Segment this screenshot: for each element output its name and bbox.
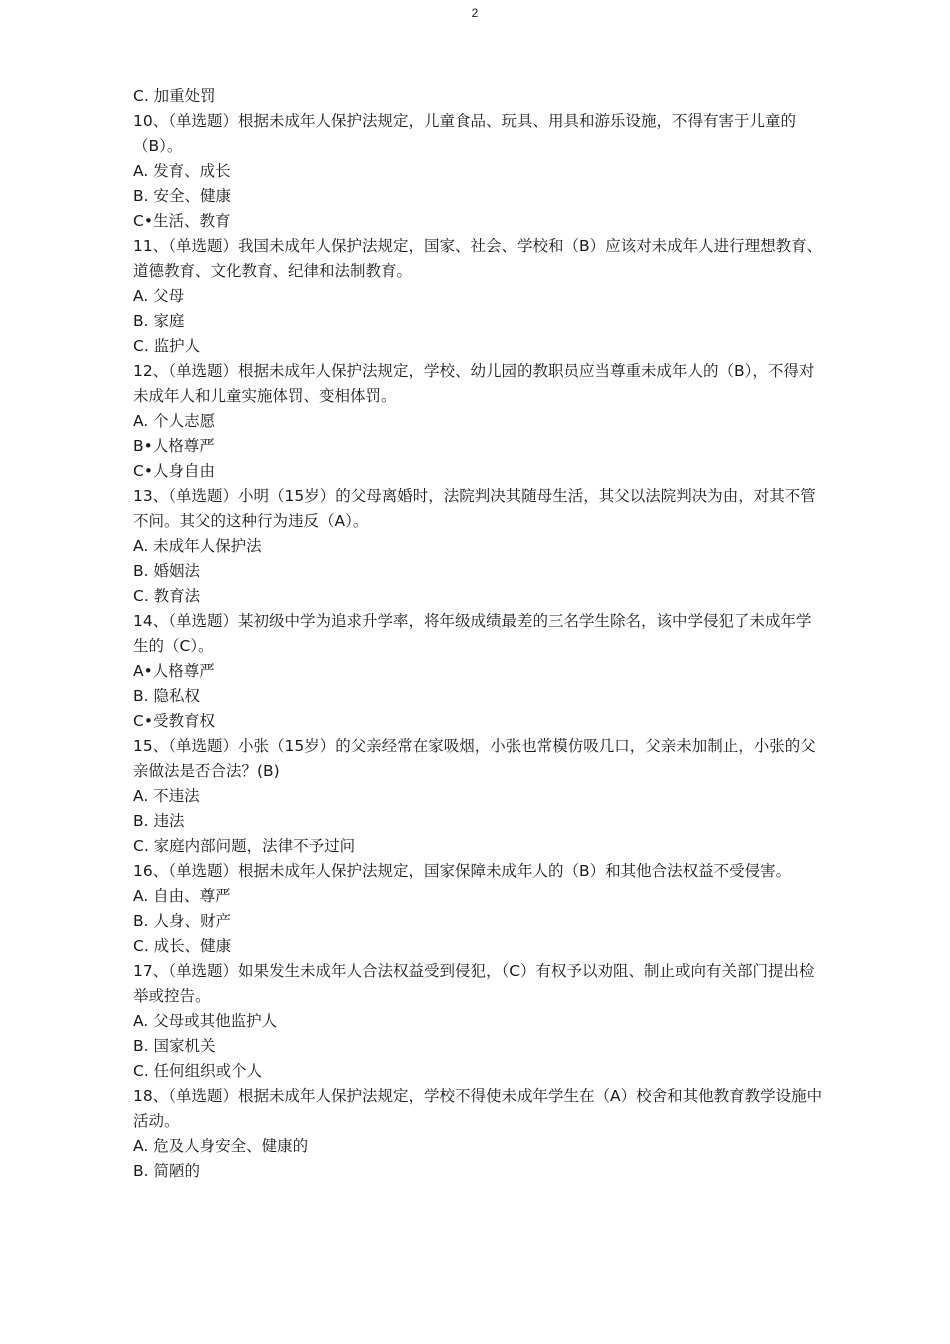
answer-option: A. 父母 xyxy=(133,287,185,305)
question-text: 12、（单选题）根据未成年人保护法规定，学校、幼儿园的教职员应当尊重未成年人的（B），不得对未成年人和儿童实施体罚、变相体罚。 xyxy=(133,362,815,405)
answer-option: C. 监护人 xyxy=(133,337,201,355)
question-text: 16、（单选题）根据未成年人保护法规定，国家保障未成年人的（B）和其他合法权益不受侵害。 xyxy=(133,862,792,880)
answer-option: C•人身自由 xyxy=(133,462,215,480)
answer-option: C•生活、教育 xyxy=(133,212,231,230)
document-body xyxy=(133,84,823,1184)
answer-option: B. 家庭 xyxy=(133,312,185,330)
answer-option: A. 危及人身安全、健康的 xyxy=(133,1137,309,1155)
answer-option: C. 加重处罚 xyxy=(133,87,216,105)
answer-option: B. 国家机关 xyxy=(133,1037,216,1055)
answer-option: A. 自由、尊严 xyxy=(133,887,231,905)
answer-option: A. 个人志愿 xyxy=(133,412,216,430)
question-text: 14、（单选题）某初级中学为追求升学率，将年级成绩最差的三名学生除名，该中学侵犯了未成年学生的（C）。 xyxy=(133,612,812,655)
answer-option: A•人格尊严 xyxy=(133,662,215,680)
question-text: 13、（单选题）小明（15岁）的父母离婚时，法院判决其随母生活，其父以法院判决为由，对其不管不问。其父的这种行为违反（A）。 xyxy=(133,487,816,530)
page-number: 2 xyxy=(471,6,479,20)
question-text: 10、（单选题）根据未成年人保护法规定，儿童食品、玩具、用具和游乐设施，不得有害于儿童的（B）。 xyxy=(133,112,796,155)
answer-option: B. 简陋的 xyxy=(133,1162,200,1180)
answer-option: B. 人身、财产 xyxy=(133,912,231,930)
answer-option: A. 父母或其他监护人 xyxy=(133,1012,278,1030)
answer-option: B. 隐私权 xyxy=(133,687,200,705)
answer-option: B. 婚姻法 xyxy=(133,562,200,580)
answer-option: C. 成长、健康 xyxy=(133,937,232,955)
question-text: 11、（单选题）我国未成年人保护法规定，国家、社会、学校和（B）应该对未成年人进行理想教育、道德教育、文化教育、纪律和法制教育。 xyxy=(133,237,823,280)
answer-option: B. 违法 xyxy=(133,812,185,830)
question-text: 17、（单选题）如果发生未成年人合法权益受到侵犯，（C）有权予以劝阻、制止或向有关部门提出检举或控告。 xyxy=(133,962,815,1005)
answer-option: B. 安全、健康 xyxy=(133,187,231,205)
answer-option: C. 任何组织或个人 xyxy=(133,1062,263,1080)
answer-option: C•受教育权 xyxy=(133,712,215,730)
answer-option: A. 发育、成长 xyxy=(133,162,231,180)
question-text: 15、（单选题）小张（15岁）的父亲经常在家吸烟，小张也常模仿吸几口，父亲未加制止，小张的父亲做法是否合法？(B) xyxy=(133,737,816,780)
question-text: 18、（单选题）根据未成年人保护法规定，学校不得使未成年学生在（A）校舍和其他教育教学设施中活动。 xyxy=(133,1087,823,1130)
answer-option: A. 未成年人保护法 xyxy=(133,537,262,555)
answer-option: A. 不违法 xyxy=(133,787,200,805)
answer-option: C. 家庭内部问题，法律不予过问 xyxy=(133,837,356,855)
answer-option: B•人格尊严 xyxy=(133,437,215,455)
answer-option: C. 教育法 xyxy=(133,587,201,605)
